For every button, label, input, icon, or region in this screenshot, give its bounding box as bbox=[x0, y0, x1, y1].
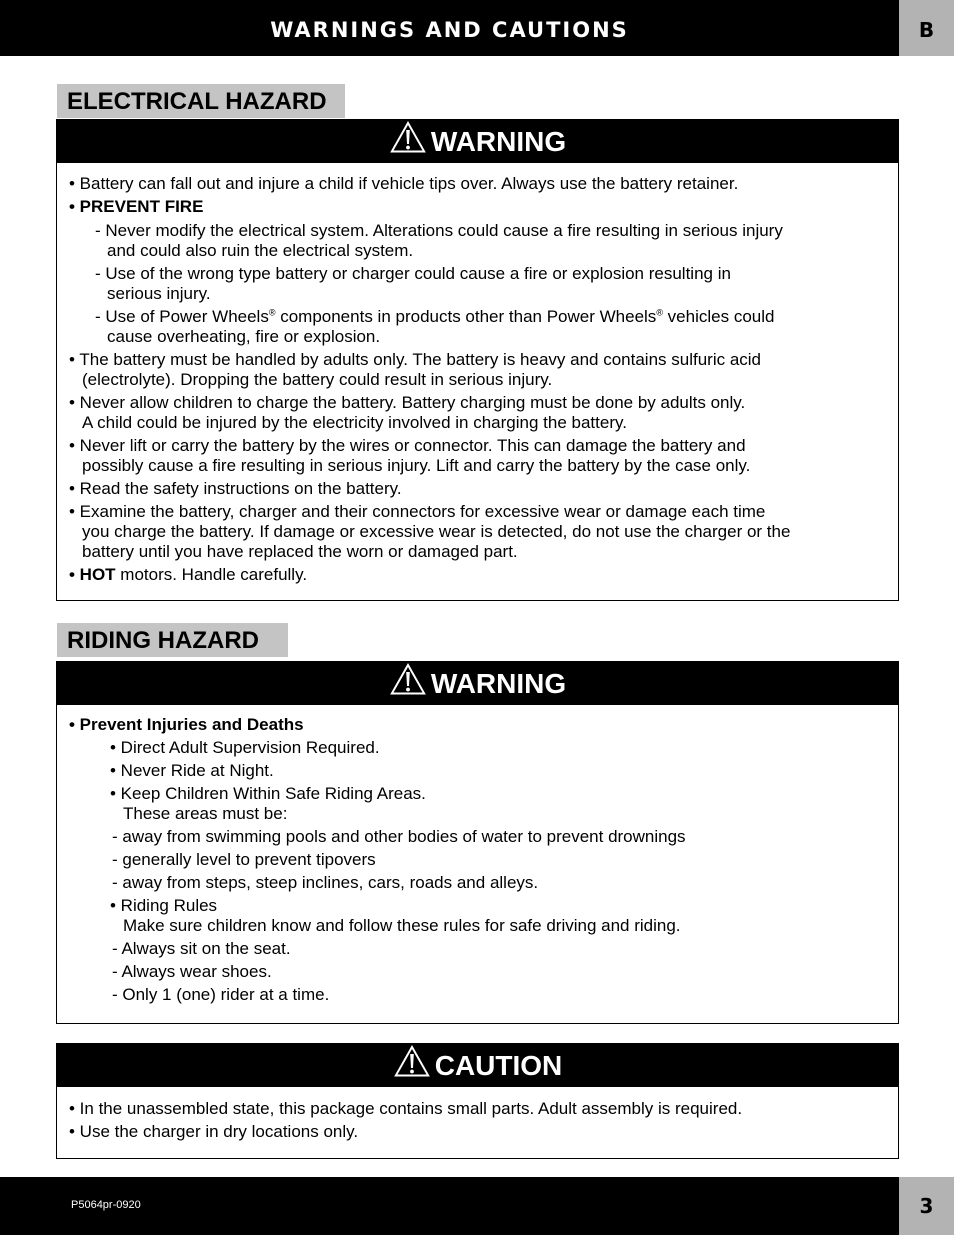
bullet-lift-carry: • Never lift or carry the battery by the wires or connector. This can damage the battery and possibly cause a fire resulting in serious injury. Lift and carry the battery by the case only. bbox=[69, 436, 751, 475]
caution-header bbox=[57, 1044, 898, 1087]
electrical-warning-box bbox=[56, 119, 899, 601]
bullet-battery-retainer: • Battery can fall out and injure a child if vehicle tips over. Always use the battery retainer. bbox=[69, 174, 739, 193]
product-code: P5064pr-0920 bbox=[71, 1199, 141, 1211]
electrical-warning-header bbox=[57, 120, 898, 163]
bullet-handled-by-adults: • The battery must be handled by adults only. The battery is heavy and contains sulfuric acid (electrolyte). Dropping the battery could result in serious injury. bbox=[69, 350, 762, 389]
bullet-prevent-fire: • PREVENT FIRE bbox=[69, 197, 204, 216]
dash-level-ground: - generally level to prevent tipovers bbox=[112, 850, 376, 869]
warning-triangle-icon bbox=[393, 1046, 435, 1085]
caution-body bbox=[57, 1087, 898, 1142]
riding-warning-title: WARNING bbox=[430, 667, 567, 699]
caution-box bbox=[56, 1043, 899, 1159]
bullet-safety-instructions: • Read the safety instructions on the battery. bbox=[69, 479, 402, 498]
dash-wear-shoes: - Always wear shoes. bbox=[112, 962, 272, 981]
riding-warning-header bbox=[57, 662, 898, 705]
riding-warning-box bbox=[56, 661, 899, 1024]
bullet-charging: • Never allow children to charge the battery. Battery charging must be done by adults only. A child could be injured by the electricity involved in charging the battery. bbox=[69, 393, 746, 432]
dash-swimming-pools: - away from swimming pools and other bodies of water to prevent drownings bbox=[112, 827, 686, 846]
bullet-never-ride-night: • Never Ride at Night. bbox=[110, 761, 274, 780]
dash-power-wheels: - Use of Power Wheels® components in products other than Power Wheels® vehicles could cause overheating, fire or explosion. bbox=[95, 307, 775, 346]
dash-steps-inclines: - away from steps, steep inclines, cars, roads and alleys. bbox=[112, 873, 539, 892]
bullet-examine: • Examine the battery, charger and their connectors for excessive wear or damage each time you charge the battery. If damage or excessive wear is detected, do not use the charger or the battery until you have replaced the worn or damaged part. bbox=[69, 502, 791, 561]
bullet-safe-areas: • Keep Children Within Safe Riding Areas. These areas must be: bbox=[110, 784, 426, 823]
warning-triangle-icon bbox=[389, 122, 431, 161]
bullet-riding-rules: • Riding Rules Make sure children know and follow these rules for safe driving and riding. bbox=[110, 896, 681, 935]
warning-triangle-icon bbox=[389, 664, 431, 703]
bullet-small-parts: • In the unassembled state, this package contains small parts. Adult assembly is required. bbox=[69, 1099, 743, 1118]
page-number: 3 bbox=[899, 1177, 954, 1235]
dash-one-rider: - Only 1 (one) rider at a time. bbox=[112, 985, 330, 1004]
dash-wrong-battery: - Use of the wrong type battery or charger could cause a fire or explosion resulting in serious injury. bbox=[95, 264, 731, 303]
bullet-adult-supervision: • Direct Adult Supervision Required. bbox=[110, 738, 380, 757]
bullet-dry-locations: • Use the charger in dry locations only. bbox=[69, 1122, 359, 1141]
bullet-hot-motors: • HOT motors. Handle carefully. bbox=[69, 565, 308, 584]
riding-hazard-tab: RIDING HAZARD bbox=[57, 623, 288, 657]
caution-title: CAUTION bbox=[434, 1049, 563, 1081]
riding-warning-body bbox=[57, 705, 898, 1005]
electrical-hazard-tab: ELECTRICAL HAZARD bbox=[57, 84, 345, 118]
bullet-prevent-injuries: • Prevent Injuries and Deaths bbox=[69, 715, 304, 734]
dash-never-modify: - Never modify the electrical system. Alterations could cause a fire resulting in serious injury and could also ruin the electrical system. bbox=[95, 221, 783, 260]
dash-sit-on-seat: - Always sit on the seat. bbox=[112, 939, 291, 958]
electrical-warning-title: WARNING bbox=[430, 125, 567, 157]
electrical-warning-body bbox=[57, 163, 898, 585]
section-letter-tab: B bbox=[899, 0, 954, 56]
page-title: WARNINGS AND CAUTIONS bbox=[270, 18, 629, 42]
